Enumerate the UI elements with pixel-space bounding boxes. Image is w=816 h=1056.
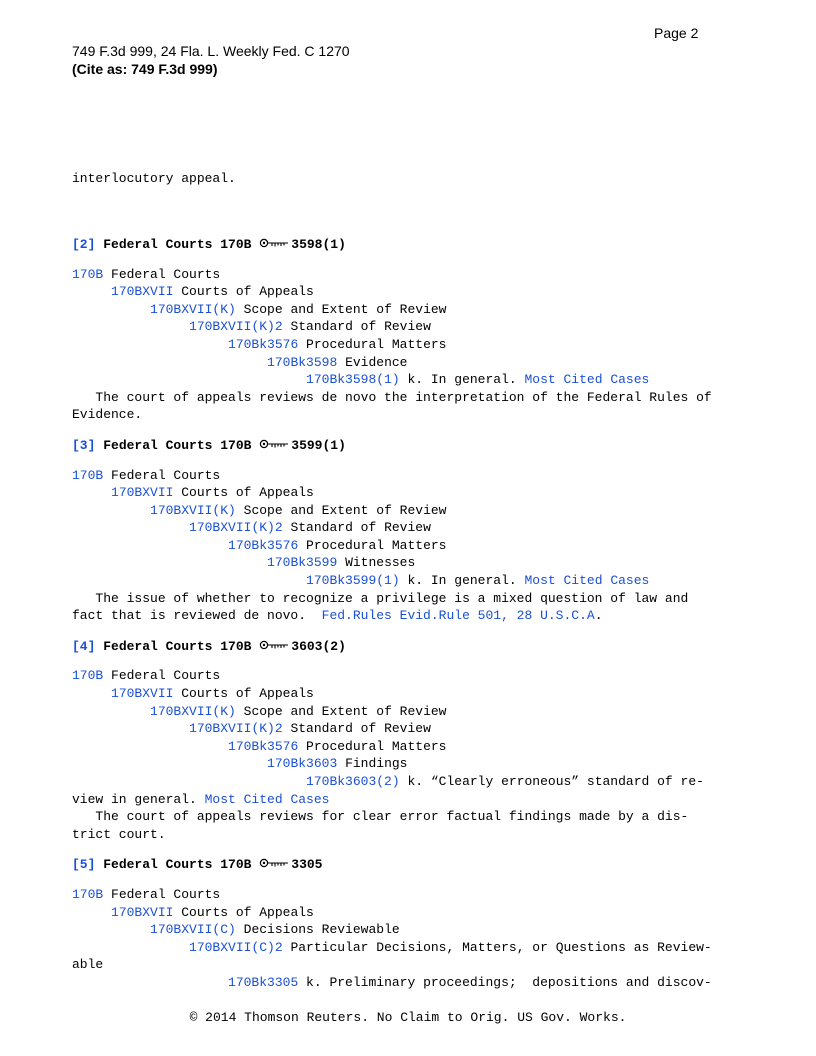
topic-code-link[interactable]: 170BXVII	[111, 485, 174, 501]
summary-text: Evidence.	[72, 407, 143, 423]
topic-line	[72, 554, 752, 572]
headnote-summary-line	[72, 808, 752, 826]
headnote-summary-line	[72, 406, 752, 424]
topic-text: Standard of Review	[282, 721, 431, 737]
spacer	[72, 223, 752, 236]
topic-text: Evidence	[337, 354, 408, 370]
topic-text: k. Preliminary proceedings; depositions and discov-	[298, 974, 712, 990]
topic-text: able	[72, 957, 104, 973]
topic-code-link[interactable]: 170Bk3599	[267, 555, 338, 571]
topic-line	[72, 667, 752, 685]
topic-text: Courts of Appeals	[173, 284, 314, 300]
topic-code-link[interactable]: 170Bk3576	[228, 336, 299, 352]
indent	[72, 922, 150, 937]
topic-line	[72, 354, 752, 372]
topic-code-link[interactable]: 170BXVII(K)	[150, 703, 236, 719]
topic-code-link[interactable]: 170BXVII	[111, 284, 174, 300]
topic-line	[72, 886, 752, 904]
topic-code-link[interactable]: 170BXVII	[111, 904, 174, 920]
headnote-heading	[72, 236, 752, 254]
spacer	[72, 843, 752, 856]
topic-code-link[interactable]: 170Bk3598	[267, 354, 338, 370]
spacer	[72, 625, 752, 638]
indent	[72, 975, 228, 990]
headnote-heading	[72, 638, 752, 656]
topic-line	[72, 336, 752, 354]
headnote-summary-line	[72, 389, 752, 407]
indent	[72, 756, 267, 771]
topic-code-link[interactable]: 170BXVII(K)2	[189, 721, 283, 737]
topic-line	[72, 904, 752, 922]
topic-line	[72, 484, 752, 502]
key-number: 3603(2)	[291, 638, 346, 654]
topic-line	[72, 939, 752, 957]
topic-line	[72, 283, 752, 301]
key-number-icon	[259, 639, 289, 651]
topic-text: Federal Courts	[103, 467, 221, 483]
summary-text: The court of appeals reviews de novo the interpretation of the Federal Rules of	[72, 389, 712, 405]
indent	[72, 520, 189, 535]
topic-code-link[interactable]: 170Bk3603	[267, 756, 338, 772]
headnote-number-link[interactable]: [2]	[72, 236, 96, 252]
topic-text: Standard of Review	[282, 319, 431, 335]
topic-text: Federal Courts	[103, 886, 221, 902]
document-body	[72, 135, 752, 1009]
intro-line: interlocutory appeal.	[72, 171, 236, 187]
headnote-topic: Federal Courts 170B	[103, 437, 252, 453]
indent	[72, 704, 150, 719]
topic-line	[72, 755, 752, 773]
headnote-topic: Federal Courts 170B	[103, 857, 252, 873]
topic-code-link[interactable]: 170Bk3603(2)	[306, 774, 400, 789]
indent	[72, 284, 111, 299]
topic-code-link[interactable]: 170B	[72, 668, 104, 684]
most-cited-cases-link[interactable]: Most Cited Cases	[524, 372, 650, 388]
indent	[72, 686, 111, 701]
copyright-footer: © 2014 Thomson Reuters. No Claim to Orig. US Gov. Works.	[189, 1010, 627, 1025]
indent	[72, 573, 306, 588]
topic-text: Witnesses	[337, 555, 416, 571]
topic-line	[72, 301, 752, 319]
headnote-summary-line	[72, 590, 752, 608]
topic-line	[72, 773, 752, 791]
topic-code-link[interactable]: 170B	[72, 467, 104, 483]
cite-as-line: (Cite as: 749 F.3d 999)	[72, 61, 218, 77]
indent	[72, 739, 228, 754]
topic-line	[72, 537, 752, 555]
topic-code-link[interactable]: 170Bk3598(1)	[306, 372, 400, 388]
key-number-icon	[259, 237, 289, 249]
headnote-heading	[72, 856, 752, 874]
topic-code-link[interactable]: 170B	[72, 266, 104, 282]
topic-text: Decisions Reviewable	[235, 922, 400, 938]
summary-text: trict court.	[72, 826, 166, 842]
topic-code-link[interactable]: 170BXVII(C)2	[189, 939, 283, 955]
spacer	[72, 254, 752, 266]
topic-text: Federal Courts	[103, 668, 221, 684]
topic-text: k. In general.	[399, 372, 525, 388]
topic-text: Scope and Extent of Review	[235, 301, 447, 317]
indent	[72, 774, 306, 789]
topic-text: Findings	[337, 756, 408, 772]
topic-text: Procedural Matters	[298, 336, 447, 352]
topic-code-link[interactable]: 170Bk3576	[228, 537, 299, 553]
topic-text: Scope and Extent of Review	[235, 502, 447, 518]
most-cited-cases-link[interactable]: Most Cited Cases	[524, 573, 650, 589]
indent	[72, 319, 189, 334]
most-cited-cases-link[interactable]: Most Cited Cases	[204, 791, 330, 807]
topic-code-link[interactable]: 170B	[72, 886, 104, 902]
indent	[72, 503, 150, 518]
topic-code-link[interactable]: 170BXVII	[111, 686, 174, 702]
key-number-icon	[259, 857, 289, 869]
topic-text: Procedural Matters	[298, 537, 447, 553]
spacer	[72, 655, 752, 667]
topic-code-link[interactable]: 170Bk3599(1)	[306, 573, 400, 589]
spacer	[72, 424, 752, 437]
headnotes-list	[72, 223, 752, 992]
indent	[72, 905, 111, 920]
indent	[72, 485, 111, 500]
topic-code-link[interactable]: 170Bk3576	[228, 738, 299, 754]
topic-code-link[interactable]: 170Bk3305	[228, 974, 299, 990]
topic-line	[72, 685, 752, 703]
topic-code-link[interactable]: 170BXVII(K)2	[189, 520, 283, 536]
topic-line	[72, 921, 752, 939]
indent	[72, 721, 189, 736]
indent	[72, 538, 228, 553]
topic-code-link[interactable]: 170BXVII(K)	[150, 502, 236, 518]
key-number: 3598(1)	[291, 236, 346, 252]
key-number: 3599(1)	[291, 437, 346, 453]
key-number-icon	[259, 438, 289, 450]
topic-text: k. “Clearly erroneous” standard of re-	[399, 774, 704, 789]
topic-line	[72, 371, 752, 389]
headnote-number-link[interactable]: [3]	[72, 437, 96, 453]
topic-line	[72, 956, 752, 974]
topic-text: Particular Decisions, Matters, or Questions as Review-	[282, 939, 712, 955]
summary-text: The issue of whether to recognize a privilege is a mixed question of law and	[72, 590, 689, 606]
headnote-summary-line	[72, 826, 752, 844]
indent	[72, 555, 267, 570]
page-number: Page 2	[654, 25, 699, 41]
topic-line	[72, 703, 752, 721]
summary-text: fact that is reviewed de novo.	[72, 608, 322, 624]
key-number: 3305	[291, 857, 323, 873]
indent	[72, 372, 306, 387]
topic-text: k. In general.	[399, 573, 525, 589]
topic-line	[72, 720, 752, 738]
indent	[72, 337, 228, 352]
indent	[72, 355, 267, 370]
topic-code-link[interactable]: 170BXVII(K)	[150, 301, 236, 317]
indent	[72, 940, 189, 955]
topic-line	[72, 791, 752, 809]
summary-tail: .	[594, 608, 603, 624]
topic-text: Courts of Appeals	[173, 485, 314, 501]
headnote-summary-line	[72, 607, 752, 625]
headnote-topic: Federal Courts 170B	[103, 638, 252, 654]
headnote-number-link[interactable]: [4]	[72, 638, 96, 654]
citation-line: 749 F.3d 999, 24 Fla. L. Weekly Fed. C 1270	[72, 43, 350, 59]
topic-line	[72, 467, 752, 485]
topic-text: view in general.	[72, 791, 205, 807]
topic-line	[72, 318, 752, 336]
indent	[72, 302, 150, 317]
topic-line	[72, 738, 752, 756]
spacer	[72, 455, 752, 467]
topic-line	[72, 502, 752, 520]
summary-text: The court of appeals reviews for clear error factual findings made by a dis-	[72, 809, 689, 825]
topic-line	[72, 519, 752, 537]
headnote-number-link[interactable]: [5]	[72, 857, 96, 873]
topic-text: Courts of Appeals	[173, 904, 314, 920]
headnote-heading	[72, 437, 752, 455]
topic-text: Federal Courts	[103, 266, 221, 282]
topic-line	[72, 572, 752, 590]
rule-citation-link[interactable]: Fed.Rules Evid.Rule 501, 28 U.S.C.A	[321, 608, 595, 624]
topic-code-link[interactable]: 170BXVII(K)2	[189, 319, 283, 335]
spacer	[72, 874, 752, 886]
topic-text: Courts of Appeals	[173, 686, 314, 702]
topic-text: Standard of Review	[282, 520, 431, 536]
topic-text: Scope and Extent of Review	[235, 703, 447, 719]
headnote-topic: Federal Courts 170B	[103, 236, 252, 252]
topic-code-link[interactable]: 170BXVII(C)	[150, 922, 236, 938]
topic-line	[72, 974, 752, 992]
topic-line	[72, 266, 752, 284]
topic-text: Procedural Matters	[298, 738, 447, 754]
